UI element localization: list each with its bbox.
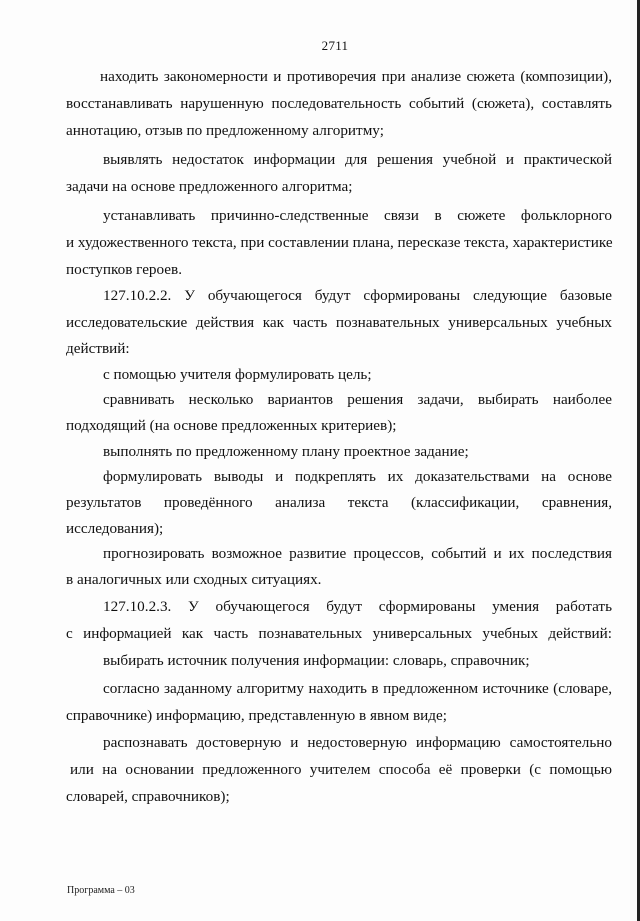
text-line: задачи на основе предложенного алгоритма;: [66, 178, 353, 195]
text-line: с помощью учителя формулировать цель;: [103, 366, 372, 383]
text-line: и художественного текста, при составлении плана, пересказе текста, характеристике: [66, 234, 613, 251]
text-line: исследования);: [66, 520, 164, 537]
text-line: восстанавливать нарушенную последовательность событий (сюжета), составлять: [66, 95, 612, 112]
text-line: подходящий (на основе предложенных критериев);: [66, 417, 397, 434]
text-line: выявлять недостаток информации для решения учебной и практической: [103, 151, 612, 168]
text-line: или на основании предложенного учителем способа её проверки (с помощью: [70, 761, 612, 778]
text-line: результатов проведённого анализа текста (классификации, сравнения,: [66, 494, 612, 511]
text-line: выбирать источник получения информации: словарь, справочник;: [103, 652, 530, 669]
text-line: словарей, справочников);: [66, 788, 230, 805]
text-line: выполнять по предложенному плану проектное задание;: [103, 443, 469, 460]
text-line: распознавать достоверную и недостоверную информацию самостоятельно: [103, 734, 612, 751]
text-line: действий:: [66, 340, 130, 357]
text-line: исследовательские действия как часть познавательных универсальных учебных: [66, 314, 612, 331]
page-number: 2711: [321, 38, 349, 53]
footer-label: Программа – 03: [67, 885, 135, 896]
text-line: 127.10.2.2. У обучающегося будут сформированы следующие базовые: [103, 287, 612, 304]
text-line: формулировать выводы и подкреплять их доказательствами на основе: [103, 468, 612, 485]
text-line: с информацией как часть познавательных универсальных учебных действий:: [66, 625, 612, 642]
text-line: устанавливать причинно-следственные связи в сюжете фольклорного: [103, 207, 612, 224]
text-line: поступков героев.: [66, 261, 183, 278]
text-line: справочнике) информацию, представленную в явном виде;: [66, 707, 447, 724]
text-line: находить закономерности и противоречия при анализе сюжета (композиции),: [100, 68, 612, 85]
text-line: согласно заданному алгоритму находить в предложенном источнике (словаре,: [103, 680, 612, 697]
text-line: сравнивать несколько вариантов решения задачи, выбирать наиболее: [103, 391, 612, 408]
text-line: в аналогичных или сходных ситуациях.: [66, 571, 322, 588]
text-line: аннотацию, отзыв по предложенному алгоритму;: [66, 122, 384, 139]
text-line: 127.10.2.3. У обучающегося будут сформированы умения работать: [103, 598, 612, 615]
text-line: прогнозировать возможное развитие процессов, событий и их последствия: [103, 545, 612, 562]
